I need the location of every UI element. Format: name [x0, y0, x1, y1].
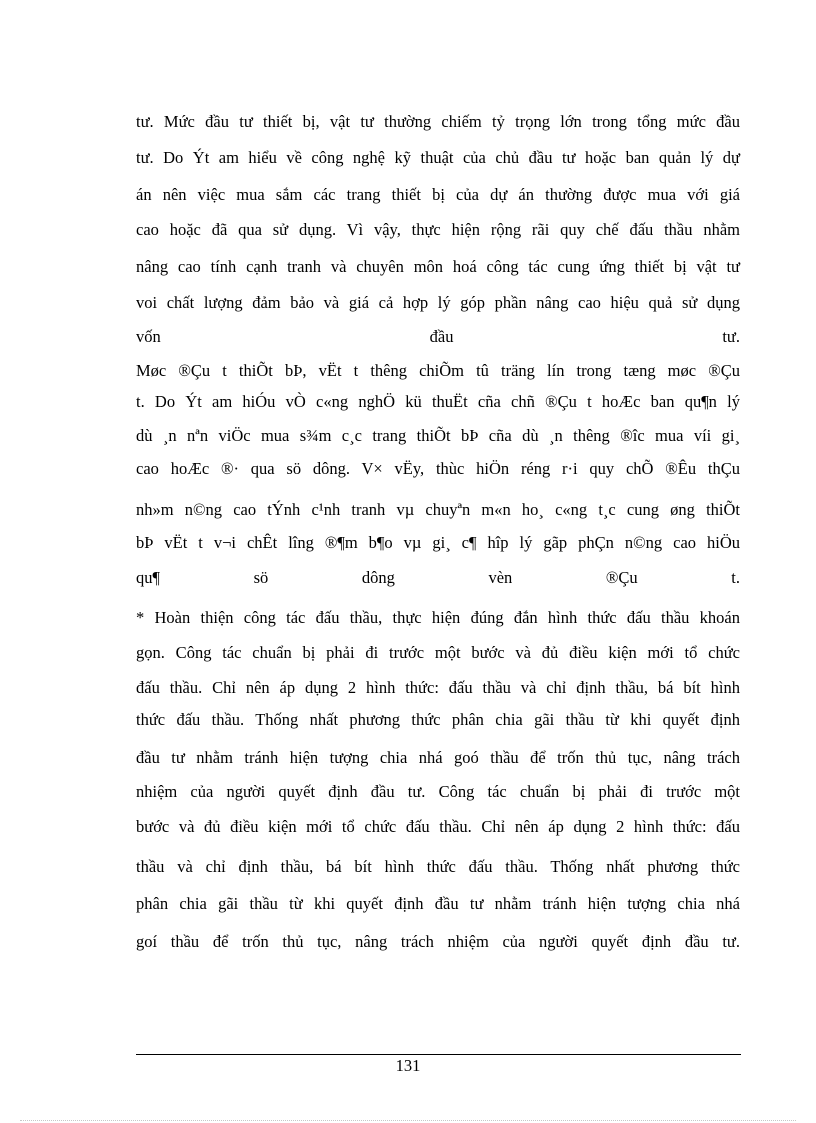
- text-line-3: án nên việc mua sắm các trang thiết bị của dự án thường được mua với giá: [136, 185, 740, 204]
- text-line-5: nâng cao tính cạnh tranh và chuyên môn hoá công tác cung ứng thiết bị vật tư: [136, 257, 740, 276]
- text-line-10: dù ¸n nªn viÖc mua s¾m c¸c trang thiÕt bÞ cña dù ¸n thêng ®îc mua víi gi¸: [136, 426, 740, 445]
- text-line-8: Møc ®Çu t thiÕt bÞ, vËt t thêng chiÕm tû träng lín trong tæng møc ®Çu: [136, 361, 740, 380]
- text-line-16: gọn. Công tác chuẩn bị phải đi trước một bước và đủ điều kiện mới tổ chức: [136, 643, 740, 662]
- text-line-19: đầu tư nhằm tránh hiện tượng chia nhá goó thầu để trốn thủ tục, nâng trách: [136, 748, 740, 767]
- text-line-9: t. Do Ýt am hiÓu vÒ c«ng nghÖ kü thuËt cña chñ ®Çu t hoÆc ban qu¶n lý: [136, 392, 740, 411]
- text-line-1: tư. Mức đầu tư thiết bị, vật tư thường chiếm tỷ trọng lớn trong tổng mức đầu: [136, 112, 740, 131]
- text-line-15: * Hoàn thiện công tác đấu thầu, thực hiện đúng đắn hình thức đấu thầu khoán: [136, 608, 740, 627]
- text-line-12: nh»m n©ng cao tÝnh c¹nh tranh vµ chuyªn m«n ho¸ c«ng t¸c cung øng thiÕt: [136, 500, 740, 519]
- page-bottom-border: [20, 1120, 796, 1121]
- text-line-18: thức đấu thầu. Thống nhất phương thức phân chia gãi thầu từ khi quyết định: [136, 710, 740, 729]
- text-line-23: phân chia gãi thầu từ khi quyết định đầu tư nhằm tránh hiện tượng chia nhá: [136, 894, 740, 913]
- text-line-4: cao hoặc đã qua sử dụng. Vì vậy, thực hiện rộng rãi quy chế đấu thầu nhằm: [136, 220, 740, 239]
- text-line-14: qu¶ sö dông vèn ®Çu t.: [136, 568, 740, 587]
- text-line-13: bÞ vËt t v¬i chÊt lîng ®¶m b¶o vµ gi¸ c¶ hîp lý gãp phÇn n©ng cao hiÖu: [136, 533, 740, 552]
- text-line-7: vốn đầu tư.: [136, 327, 740, 346]
- text-line-24: goí thầu để trốn thủ tục, nâng trách nhiệm của người quyết định đầu tư.: [136, 932, 740, 951]
- text-line-21: bước và đủ điều kiện mới tổ chức đấu thầu. Chỉ nên áp dụng 2 hình thức: đấu: [136, 817, 740, 836]
- text-line-20: nhiệm của người quyết định đầu tư. Công tác chuẩn bị phải đi trước một: [136, 782, 740, 801]
- text-line-11: cao hoÆc ®· qua sö dông. V× vËy, thùc hiÖn réng r·i quy chÕ ®Êu thÇu: [136, 459, 740, 478]
- footer-rule: [136, 1054, 741, 1055]
- text-line-2: tư. Do Ýt am hiểu về công nghệ kỹ thuật của chủ đầu tư hoặc ban quản lý dự: [136, 148, 740, 167]
- page-number: 131: [395, 1056, 421, 1075]
- text-line-6: voi chất lượng đảm bảo và giá cả hợp lý góp phần nâng cao hiệu quả sử dụng: [136, 293, 740, 312]
- text-line-17: đấu thầu. Chỉ nên áp dụng 2 hình thức: đấu thầu và chỉ định thầu, bá bít hình: [136, 678, 740, 697]
- text-line-22: thầu và chỉ định thầu, bá bít hình thức đấu thầu. Thống nhất phương thức: [136, 857, 740, 876]
